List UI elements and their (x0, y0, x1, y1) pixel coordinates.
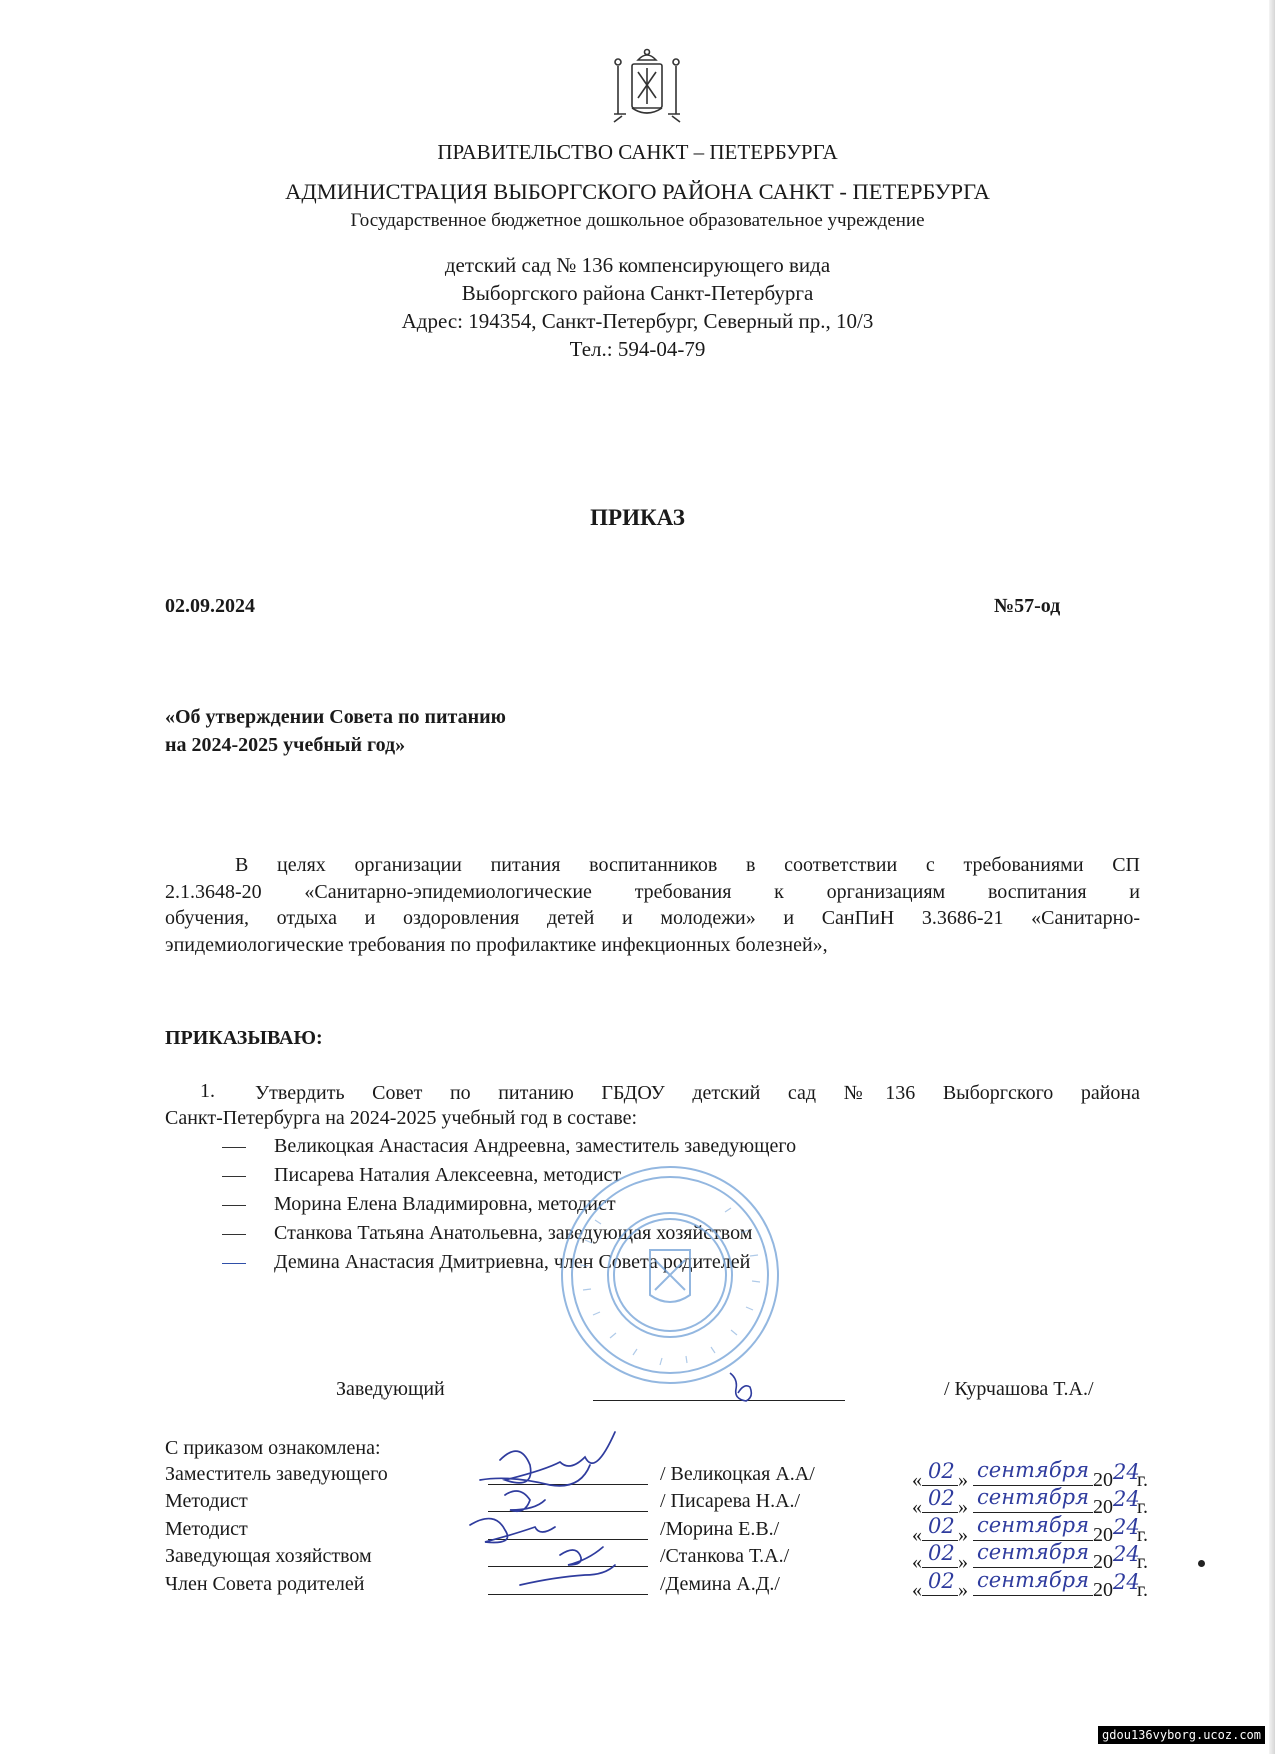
member-text: Демина Анастасия Дмитриевна, член Совета родителей (274, 1251, 751, 1273)
ack-month: сентября (977, 1540, 1090, 1564)
dash-bullet (222, 1205, 246, 1206)
ack-day: 02 (928, 1541, 955, 1565)
ack-name: /Морина Е.В./ (660, 1518, 780, 1540)
document-date: 02.09.2024 (165, 595, 255, 617)
institution-type: Государственное бюджетное дошкольное образовательное учреждение (350, 210, 925, 231)
ack-suffix: г. (1137, 1469, 1148, 1491)
ack-date: « 02 » сентября 20 24 г. (912, 1485, 1148, 1518)
institution-address: Адрес: 194354, Санкт-Петербург, Северный пр., 10/3 (401, 309, 874, 333)
administration-heading: АДМИНИСТРАЦИЯ ВЫБОРГСКОГО РАЙОНА САНКТ - ПЕТЕРБУРГА (285, 179, 990, 204)
ack-month: сентября (977, 1458, 1090, 1482)
head-handwritten-signature (720, 1365, 780, 1410)
ack-date: « 02 » сентября 20 24 г. (912, 1568, 1148, 1601)
stray-dot (1198, 1560, 1205, 1567)
preamble-line: В целях организации питания воспитанников в соответствии с требованиями СП (235, 854, 1140, 876)
acknowledgement-heading: С приказом ознакомлена: (165, 1437, 381, 1459)
ack-date: « 02 » сентября 20 24 г. (912, 1540, 1148, 1573)
ack-day: 02 (928, 1514, 955, 1538)
ack-year-hand: 24 (1113, 1570, 1140, 1594)
institution-phone: Тел.: 594-04-79 (569, 337, 706, 361)
ack-year-hand: 24 (1113, 1515, 1140, 1539)
ack-suffix: г. (1137, 1496, 1148, 1518)
preamble-paragraph (165, 852, 1140, 958)
ack-year-hand: 24 (1113, 1542, 1140, 1566)
subject-line-1: «Об утверждении Совета по питанию (165, 706, 506, 728)
government-heading: ПРАВИТЕЛЬСТВО САНКТ – ПЕТЕРБУРГА (437, 140, 838, 164)
ack-suffix: г. (1137, 1524, 1148, 1546)
ack-date: « 02 » сентября 20 24 г. (912, 1458, 1148, 1491)
document-title: ПРИКАЗ (590, 505, 685, 530)
dash-bullet (222, 1263, 246, 1264)
ack-month: сентября (977, 1513, 1090, 1537)
ack-month: сентября (977, 1485, 1090, 1509)
site-watermark: gdou136vyborg.ucoz.com (1098, 1726, 1265, 1744)
document-number: №57-од (994, 595, 1061, 617)
ack-suffix: г. (1137, 1579, 1148, 1601)
ack-year: 20 (1093, 1524, 1113, 1546)
preamble-line: эпидемиологические требования по профилактике инфекционных болезней», (165, 933, 828, 956)
head-name: / Курчашова Т.А./ (944, 1378, 1094, 1400)
member-text: Морина Елена Владимировна, методист (274, 1193, 616, 1215)
ack-year: 20 (1093, 1469, 1113, 1491)
item-1-text (255, 1080, 1140, 1107)
member-text: Писарева Наталия Алексеевна, методист (274, 1164, 622, 1186)
ack-suffix: г. (1137, 1551, 1148, 1573)
official-stamp (555, 1160, 785, 1390)
ack-name: /Демина А.Д./ (660, 1573, 780, 1595)
ack-role: Методист (165, 1518, 248, 1540)
ack-year: 20 (1093, 1496, 1113, 1518)
item-line: Утвердить Совет по питанию ГБДОУ детский сад №136 Выборгского района (255, 1082, 1140, 1104)
subject-line-2: на 2024-2025 учебный год» (165, 734, 406, 756)
member-text: Великоцкая Анастасия Андреевна, заместитель заведующего (274, 1135, 797, 1157)
order-word: ПРИКАЗЫВАЮ: (165, 1027, 323, 1049)
preamble-line: 2.1.3648-20 «Санитарно-эпидемиологические требования к организациям воспитания и (165, 880, 1140, 903)
item-number: 1. (200, 1080, 215, 1102)
head-role: Заведующий (336, 1378, 445, 1400)
ack-year: 20 (1093, 1579, 1113, 1601)
ack-name: /Станкова Т.А./ (660, 1545, 790, 1567)
ack-day: 02 (928, 1569, 955, 1593)
dash-bullet (222, 1147, 246, 1148)
preamble-line: обучения, отдыха и оздоровления детей и молодежи» и СанПиН 3.3686-21 «Санитарно- (165, 907, 1140, 929)
coat-of-arms-emblem (608, 46, 686, 124)
ack-year-hand: 24 (1113, 1460, 1140, 1484)
institution-name: детский сад № 136 компенсирующего вида (444, 253, 831, 277)
ack-month: сентября (977, 1568, 1090, 1592)
ack-name: / Писарева Н.А./ (660, 1490, 801, 1512)
ack-year: 20 (1093, 1551, 1113, 1573)
ack-name: / Великоцкая А.А/ (660, 1463, 815, 1485)
item-line: Санкт-Петербурга на 2024-2025 учебный год в составе: (165, 1107, 638, 1129)
member-text: Станкова Татьяна Анатольевна, заведующая хозяйством (274, 1222, 753, 1244)
ack-role: Член Совета родителей (165, 1573, 365, 1595)
handwritten-signatures (460, 1420, 700, 1610)
dash-bullet (222, 1234, 246, 1235)
ack-role: Заведующая хозяйством (165, 1545, 372, 1567)
ack-day: 02 (928, 1486, 955, 1510)
institution-district: Выборгского района Санкт-Петербурга (461, 281, 814, 305)
ack-role: Заместитель заведующего (165, 1463, 388, 1485)
member-list-item (222, 1135, 796, 1158)
ack-date: « 02 » сентября 20 24 г. (912, 1513, 1148, 1546)
head-signature-line (593, 1400, 845, 1401)
dash-bullet (222, 1176, 246, 1177)
ack-role: Методист (165, 1490, 248, 1512)
ack-day: 02 (928, 1459, 955, 1483)
ack-year-hand: 24 (1113, 1487, 1140, 1511)
